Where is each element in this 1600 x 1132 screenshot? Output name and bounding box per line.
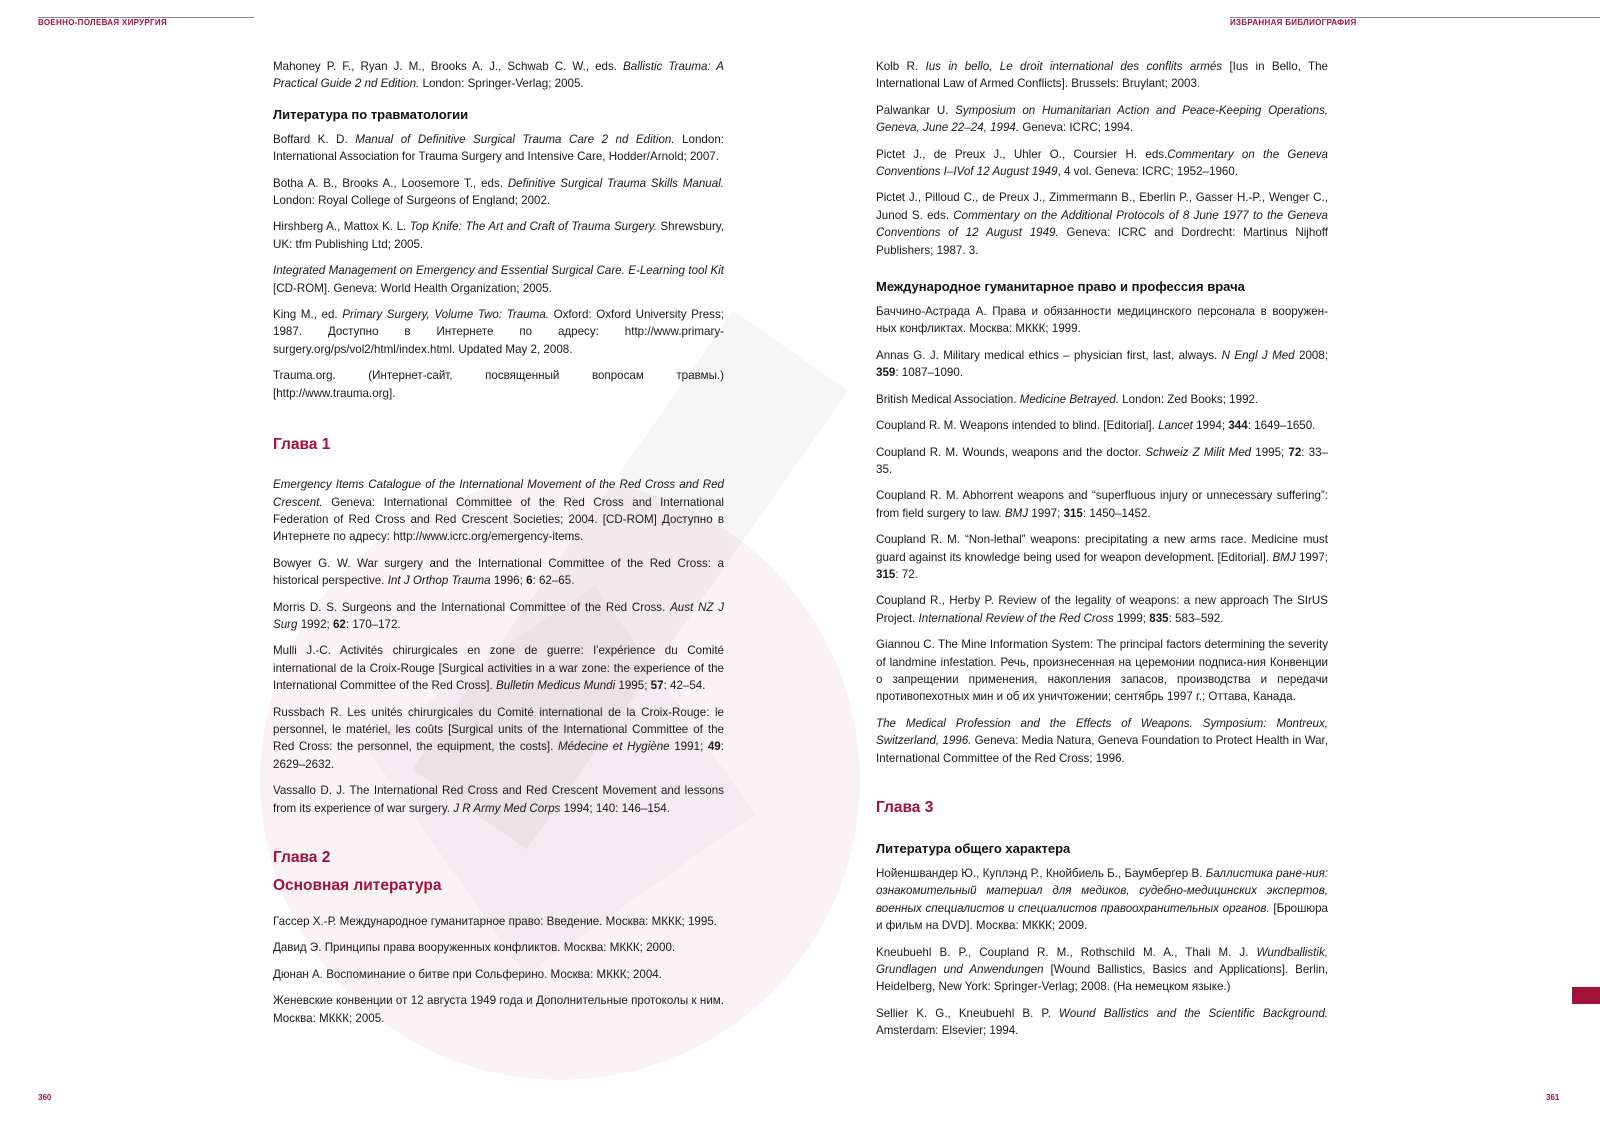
- bibliography-entry-text: Wound Ballistics and the Scientific Background.: [1058, 1006, 1328, 1020]
- bibliography-entry-text: Manual of Definitive Surgical Trauma Care 2 nd Edition.: [355, 132, 675, 146]
- chapter-3-title: Глава 3: [876, 799, 934, 816]
- bibliography-entry-text: 1999;: [1113, 611, 1150, 625]
- bibliography-entry-text: Женевские конвенции от 12 августа 1949 года и Дополнительные протоколы к ним. Москва: МККК; 2005.: [273, 994, 724, 1025]
- bibliography-entry: [876, 487, 1328, 522]
- bibliography-entry: [876, 865, 1328, 935]
- bibliography-entry-text: 1997;: [1295, 550, 1328, 564]
- bibliography-entry-text: Geneva: ICRC and Dordrecht: Martinus Nijhoff Publishers; 1987. 3.: [876, 226, 1328, 257]
- bibliography-entry-text: London: International Association for Trauma Surgery and Intensive Care, Hodder/Arnold; 2007.: [273, 132, 724, 164]
- bibliography-entry-text: Medicine Betrayed.: [1019, 392, 1119, 406]
- bibliography-entry-text: : 42–54.: [663, 679, 706, 693]
- bibliography-entry-text: 62: [332, 617, 346, 631]
- bibliography-entry-text: Mulli J.-C. Activités chirurgicales en zone de guerre: l’expérience du Comité international de la Croix-Rouge [Surgical activities in a war zone: the experience of the International Committee of the Red Cross].: [273, 644, 724, 693]
- chapter-2-subtitle: Основная литература: [273, 877, 442, 894]
- bibliography-entry: [876, 391, 1328, 408]
- bibliography-entry: [273, 306, 724, 358]
- bibliography-entry-text: 1997;: [1028, 506, 1064, 520]
- bibliography-entry: [876, 444, 1328, 479]
- bibliography-entry-text: Giannou C. The Mine Information System: The principal factors determining the severity of landmine infestation. Речь, произнесенная на церемонии подписа-ния Конвенции о запрещении применения, накопления запасов, производства и передачи противопехотных мин и об их уничтожении; сентябрь 1997 г.; Оттава, Канада.: [876, 638, 1328, 704]
- bibliography-entry: [876, 303, 1328, 338]
- bibliography-entry-text: Kolb R.: [876, 60, 926, 73]
- bibliography-entry: [876, 531, 1328, 583]
- bibliography-entry-text: 315: [876, 567, 896, 581]
- bibliography-entry-text: Coupland R., Herby P. Review of the legality of weapons: a new approach The SIrUS Project.: [876, 594, 1328, 625]
- bibliography-entry-text: BMJ: [1272, 550, 1296, 564]
- bibliography-entry: [876, 636, 1328, 706]
- bibliography-entry: [876, 347, 1328, 382]
- bibliography-entry-text: 1995;: [1251, 445, 1289, 459]
- bibliography-entry-text: Sellier K. G., Kneubuehl B. P.: [876, 1006, 1059, 1020]
- bibliography-entry-text: Pictet J., de Preux J., Uhler O., Coursier H. eds.: [876, 147, 1168, 161]
- bibliography-entry-text: Commentary on the Additional Protocols of 8 June 1977 to the Geneva Conventions of 12 August 1949.: [876, 208, 1328, 240]
- bibliography-entry-text: British Medical Association.: [876, 392, 1020, 406]
- bibliography-entry-text: Geneva: Media Natura, Geneva Foundation to Protect Health in War, International Committee of the Red Cross; 1996.: [876, 734, 1328, 765]
- bibliography-entry-text: : 583–592.: [1168, 611, 1224, 625]
- bibliography-entry-text: [Wound Ballistics, Basics and Applications]. Berlin, Heidelberg, New York: Springer-Verlag; 2008. (На немецком языке.): [876, 963, 1328, 994]
- bibliography-entry-text: Ballistic Trauma: A Practical Guide 2 nd Edition.: [273, 60, 724, 91]
- page-number-right: 361: [1546, 1093, 1560, 1102]
- bibliography-entry-text: Shrewsbury, UK: tfm Publishing Ltd; 2005.: [273, 220, 724, 251]
- section-heading-trauma: Литература по травматологии: [273, 106, 469, 122]
- bibliography-entry-text: Botha A. B., Brooks A., Loosemore T., eds.: [273, 176, 508, 190]
- bibliography-entry-text: International Review of the Red Cross: [918, 611, 1114, 625]
- bibliography-entry-text: London: Royal College of Surgeons of England; 2002.: [273, 194, 551, 208]
- bibliography-entry-text: Bowyer G. W. War surgery and the International Committee of the Red Cross: a historical perspective.: [273, 556, 724, 588]
- bibliography-entry: [273, 175, 724, 210]
- chapter-2-title: Глава 2: [273, 849, 331, 866]
- bibliography-entry-text: Coupland R. M. “Non-lethal” weapons: precipitating a new arms race. Medicine must guard against its knowledge being used for weapon development. [Editorial].: [876, 533, 1328, 564]
- bibliography-entry-text: 57: [650, 679, 664, 693]
- bibliography-entry-text: [Ius in Bello, The International Law of Armed Conflicts]. Brussels: Bruylant; 2003.: [876, 60, 1328, 91]
- reference-list: [273, 476, 724, 817]
- bibliography-entry-text: 315: [1063, 506, 1083, 520]
- bibliography-entry: [273, 218, 724, 253]
- bibliography-entry: [273, 704, 724, 774]
- bibliography-entry-text: Нойеншвандер Ю., Куплэнд Р., Кнойбиель Б., Баумбергер В.: [876, 867, 1206, 880]
- bibliography-entry-text: Баллистика ране-ния: ознакомительный материал для медиков, судебно-медицинских экспертов, военных специалистов и специалистов правоохранительных органов.: [876, 867, 1328, 915]
- reference-list: [273, 131, 724, 402]
- bibliography-entry-text: Integrated Management on Emergency and Essential Surgical Care. E-Learning tool Kit: [273, 264, 724, 278]
- bibliography-entry-text: Schweiz Z Milit Med: [1145, 445, 1252, 459]
- bibliography-entry-text: Trauma.org. (Интернет-сайт, посвященный вопросам травмы.) [http://www.trauma.org].: [273, 369, 724, 400]
- bibliography-entry-text: 1991;: [669, 740, 708, 754]
- bibliography-entry-text: London: Springer-Verlag; 2005.: [419, 77, 584, 91]
- reference-list: [876, 865, 1328, 1040]
- bibliography-entry: [273, 367, 724, 402]
- bibliography-entry-text: : 1450–1452.: [1082, 506, 1151, 520]
- running-head-left: ВОЕННО-ПОЛЕВАЯ ХИРУРГИЯ: [38, 18, 167, 27]
- bibliography-entry-text: Coupland R. M. Weapons intended to blind. [Editorial].: [876, 419, 1159, 433]
- bibliography-entry-text: , 4 vol. Geneva: ICRC; 1952–1960.: [1057, 165, 1239, 179]
- bibliography-entry-text: [CD-ROM]. Geneva: World Health Organization; 2005.: [273, 281, 552, 295]
- bibliography-entry: [273, 262, 724, 297]
- bibliography-entry-text: Primary Surgery, Volume Two: Trauma.: [342, 308, 550, 322]
- bibliography-entry-text: Int J Orthop Trauma: [387, 574, 491, 588]
- bibliography-entry: [876, 417, 1328, 434]
- bibliography-entry-text: : 170–172.: [345, 617, 401, 631]
- bibliography-entry-text: Pictet J., Pilloud C., de Preux J., Zimmermann B., Eberlin P., Gasser H.-P., Wenger C., Junod S. eds.: [876, 191, 1328, 222]
- bibliography-entry-text: Definitive Surgical Trauma Skills Manual.: [507, 176, 724, 190]
- bibliography-entry-text: 1996;: [490, 574, 527, 588]
- bibliography-entry-text: Annas G. J. Military medical ethics – physician first, last, always.: [876, 348, 1222, 362]
- reference-list: [876, 303, 1328, 767]
- bibliography-entry-text: 1994;: [1192, 419, 1229, 433]
- bibliography-entry: [876, 592, 1328, 627]
- bibliography-entry: [273, 476, 724, 546]
- running-head-right: ИЗБРАННАЯ БИБЛИОГРАФИЯ: [1230, 18, 1357, 27]
- reference-list: [876, 58, 1328, 259]
- bibliography-entry: [876, 715, 1328, 767]
- bibliography-entry-text: Palwankar U.: [876, 103, 956, 117]
- right-page-column: [876, 58, 1328, 1049]
- bibliography-entry-text: Mahoney P. F., Ryan J. M., Brooks A. J., Schwab C. W., eds.: [273, 60, 624, 73]
- bibliography-entry-text: 2008;: [1294, 348, 1329, 362]
- bibliography-entry: [273, 58, 724, 93]
- bibliography-entry: [876, 189, 1328, 259]
- bibliography-entry-text: Vassallo D. J. The International Red Cross and Red Crescent Movement and lessons from its experience of war surgery.: [273, 784, 724, 815]
- bibliography-entry: [273, 599, 724, 634]
- chapter-1-title: Глава 1: [273, 436, 331, 454]
- bibliography-entry-text: Boffard K. D.: [273, 132, 356, 146]
- bibliography-entry-text: Hirshberg A., Mattox K. L.: [273, 220, 410, 234]
- bibliography-entry: [273, 966, 724, 983]
- bibliography-entry-text: Wundballistik, Grundlagen und Anwendungen: [876, 945, 1328, 977]
- bibliography-entry-text: Lancet: [1158, 419, 1193, 433]
- bibliography-entry-text: Ius in bello, Le droit international des conflits armés: [925, 60, 1223, 73]
- bibliography-entry-text: Aust NZ J Surg: [273, 600, 724, 631]
- bibliography-entry-text: Top Knife: The Art and Craft of Trauma Surgery.: [409, 220, 657, 234]
- bibliography-entry: [876, 146, 1328, 181]
- bibliography-entry-text: Гассер Х.-Р. Международное гуманитарное право: Введение. Москва: МККК; 1995.: [273, 915, 717, 928]
- bibliography-entry-text: Emergency Items Catalogue of the International Movement of the Red Cross and Red Crescent.: [273, 478, 724, 509]
- bibliography-entry-text: Дюнан А. Воспоминание о битве при Сольферино. Москва: МККК; 2004.: [273, 967, 662, 981]
- bibliography-entry-text: : 72.: [895, 567, 918, 581]
- bibliography-entry: [273, 992, 724, 1027]
- bibliography-entry-text: Morris D. S. Surgeons and the International Committee of the Red Cross.: [273, 600, 671, 614]
- bibliography-entry-text: 6: [526, 574, 533, 588]
- bibliography-entry-text: London: Zed Books; 1992.: [1118, 392, 1259, 406]
- bibliography-entry-text: Geneva: International Committee of the Red Cross and International Federation of Red Cross and Red Crescent Societies; 2004. [CD-ROM] Доступно в Интернете по адресу: http://www.icrc.org/emergency-items.: [273, 495, 724, 544]
- bibliography-entry: [876, 58, 1328, 93]
- bibliography-entry-text: Russbach R. Les unités chirurgicales du Comité international de la Croix-Rouge: le personnel, le matériel, les coûts [Surgical units of the International Committee of the Red Cross: the personnel, the equipment, the costs].: [273, 705, 724, 754]
- bibliography-entry-text: Баччино-Астрада А. Права и обязанности медицинского персонала в вооружен-ных конфликтах. Москва: МККК; 1999.: [876, 305, 1328, 336]
- bibliography-entry-text: : 1649–1650.: [1247, 419, 1316, 433]
- bibliography-entry: [273, 939, 724, 956]
- bibliography-entry-text: Coupland R. M. Abhorrent weapons and “superfluous injury or unnecessary suffering”: from field surgery to law.: [876, 489, 1328, 520]
- section-heading-general: Литература общего характера: [876, 841, 1071, 856]
- bibliography-entry-text: : 33–35.: [876, 445, 1328, 476]
- bibliography-entry-text: 835: [1149, 611, 1169, 625]
- bibliography-entry-text: 49: [707, 740, 721, 754]
- bibliography-entry-text: [Брошюра и фильм на DVD]. Москва: МККК; 2009.: [876, 901, 1328, 933]
- bibliography-entry: [273, 555, 724, 590]
- bibliography-entry-text: Давид Э. Принципы права вооруженных конфликтов. Москва: МККК; 2000.: [273, 941, 676, 955]
- chapter-thumb-tab: [1572, 987, 1600, 1004]
- bibliography-entry-text: N Engl J Med: [1221, 348, 1295, 362]
- bibliography-entry-text: Commentary on the Geneva Conventions I–IVof 12 August 1949: [876, 147, 1328, 179]
- bibliography-entry: [876, 1005, 1328, 1040]
- reference-list: [273, 913, 724, 1027]
- bibliography-entry-text: Coupland R. M. Wounds, weapons and the doctor.: [876, 445, 1146, 459]
- bibliography-entry-text: Médecine et Hygiène: [557, 740, 670, 754]
- bibliography-entry-text: Geneva: ICRC; 1994.: [1019, 121, 1134, 135]
- bibliography-entry-text: Bulletin Medicus Mundi: [495, 679, 616, 693]
- bibliography-entry: [273, 782, 724, 817]
- bibliography-entry-text: 1995;: [615, 679, 651, 693]
- bibliography-entry-text: 344: [1228, 419, 1248, 433]
- page-number-left: 360: [38, 1093, 52, 1102]
- bibliography-entry-text: King M., ed.: [273, 308, 343, 322]
- bibliography-entry: [876, 102, 1328, 137]
- bibliography-entry-text: The Medical Profession and the Effects of Weapons. Symposium: Montreux, Switzerland, 1996.: [876, 716, 1328, 748]
- section-heading-ihl: Международное гуманитарное право и профессия врача: [876, 279, 1245, 295]
- left-page-column: [273, 58, 724, 1036]
- bibliography-entry-text: : 1087–1090.: [895, 366, 964, 380]
- bibliography-entry: [876, 944, 1328, 996]
- bibliography-entry-text: 359: [876, 366, 896, 380]
- bibliography-entry-text: 1992;: [297, 617, 333, 631]
- bibliography-entry-text: : 62–65.: [532, 574, 575, 588]
- bibliography-entry: [273, 913, 724, 930]
- bibliography-entry: [273, 131, 724, 166]
- bibliography-entry-text: Kneubuehl B. P., Coupland R. M., Rothschild M. A., Thali M. J.: [876, 945, 1257, 959]
- bibliography-entry-text: 1994; 140: 146–154.: [560, 801, 670, 815]
- bibliography-entry-text: Amsterdam: Elsevier; 1994.: [876, 1024, 1019, 1038]
- bibliography-entry-text: BMJ: [1004, 506, 1029, 520]
- bibliography-entry-text: J R Army Med Corps: [453, 801, 561, 815]
- bibliography-entry: [273, 642, 724, 694]
- bibliography-entry-text: 72: [1288, 445, 1302, 459]
- bibliography-entry-text: Oxford: Oxford University Press; 1987. Доступно в Интернете по адресу: http://www.primary-surgery.org/ps/vol2/html/index.html. Updated May 2, 2008.: [273, 308, 724, 356]
- bibliography-entry-text: : 2629–2632.: [273, 740, 724, 771]
- bibliography-entry-text: Symposium on Humanitarian Action and Peace-Keeping Operations, Geneva, June 22–24, 1994.: [876, 103, 1328, 135]
- reference-list: [273, 58, 724, 93]
